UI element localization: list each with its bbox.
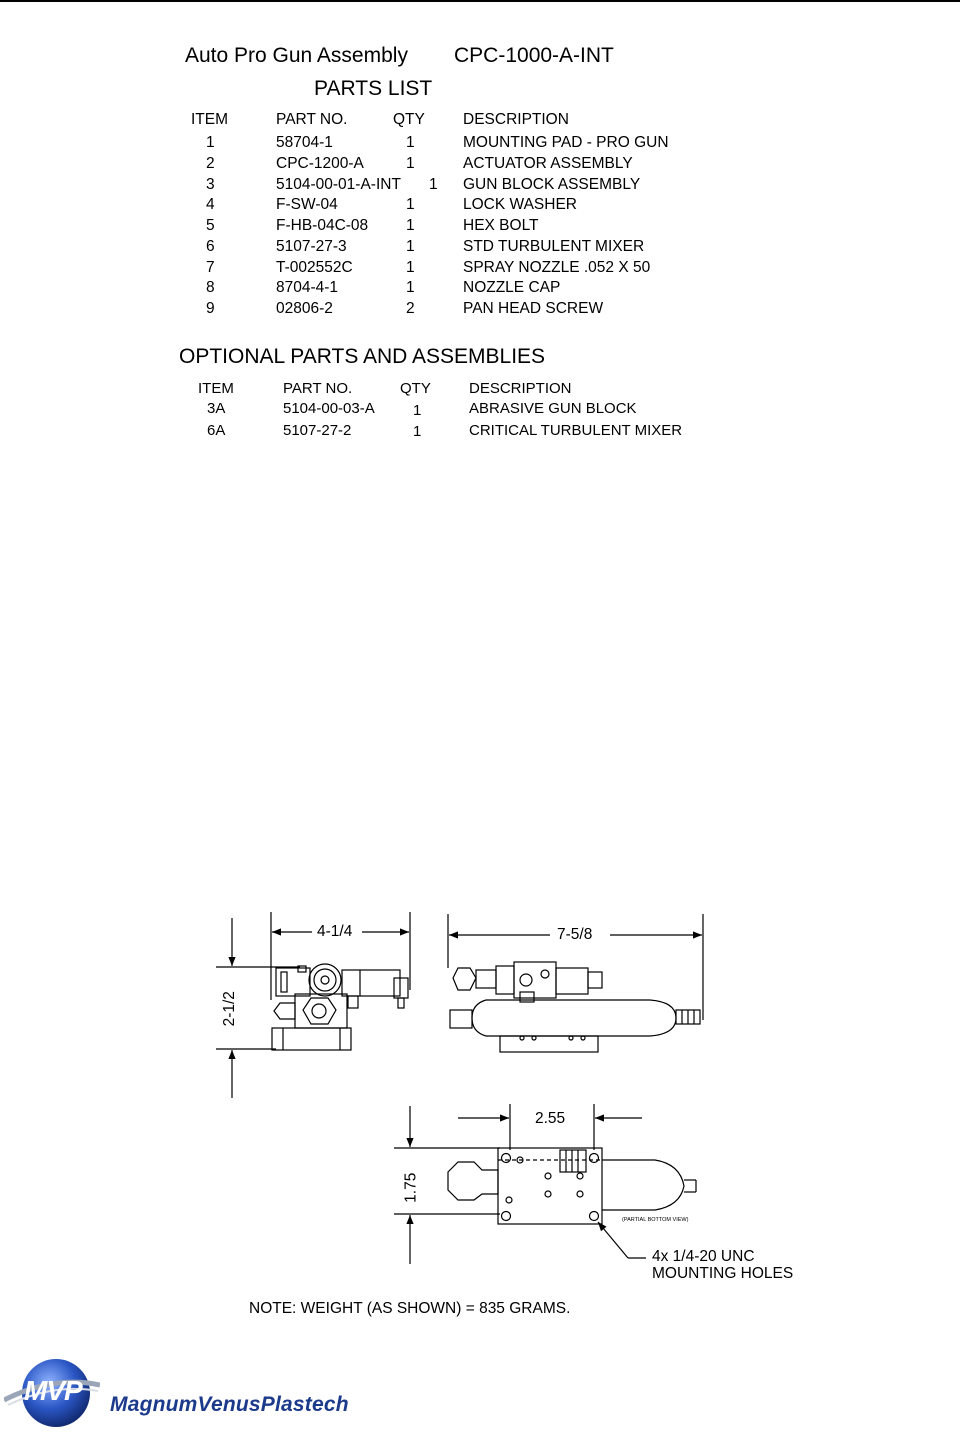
row-description: SPRAY NOZZLE .052 X 50 [463,259,651,276]
optional-title: OPTIONAL PARTS AND ASSEMBLIES [179,345,546,368]
row-part-no: 8704-4-1 [276,279,339,296]
row-description: PAN HEAD SCREW [463,300,604,317]
col-description: DESCRIPTION [463,111,569,128]
dim-label-1-75: 1.75 [402,1172,420,1203]
row-qty: 2 [406,300,415,317]
col-part-no: PART NO. [283,380,353,397]
row-qty: 1 [406,217,415,234]
col-qty: QTY [393,111,425,128]
row-qty: 1 [406,134,415,151]
callout-line-2: MOUNTING HOLES [652,1265,794,1282]
row-item: 4 [206,196,215,213]
row-part-no: 5107-27-3 [276,238,347,255]
assembly-code: CPC-1000-A-INT [454,44,614,67]
dim-label-7-5-8: 7-5/8 [557,926,593,943]
row-item: 8 [206,279,215,296]
row-description: MOUNTING PAD - PRO GUN [463,134,669,151]
row-item: 6 [206,238,215,255]
bottom-view [448,1148,696,1224]
callout-leader [598,1222,646,1258]
side-view [450,962,700,1052]
parts-list-title: PARTS LIST [314,77,433,100]
col-description: DESCRIPTION [469,380,572,397]
col-qty: QTY [400,380,431,397]
assembly-name: Auto Pro Gun Assembly [185,44,408,67]
dim-label-4-1-4: 4-1/4 [317,923,353,940]
row-qty: 1 [406,155,415,172]
row-description: LOCK WASHER [463,196,577,213]
row-part-no: F-HB-04C-08 [276,217,369,234]
mvp-badge-text: MVP [24,1375,82,1406]
partial-bottom-view-label: (PARTIAL BOTTOM VIEW) [622,1217,689,1223]
row-part-no: F-SW-04 [276,196,338,213]
row-item: 3A [207,400,226,417]
row-item: 7 [206,259,215,276]
row-description: GUN BLOCK ASSEMBLY [463,176,641,193]
row-qty: 1 [413,402,422,419]
company-logo [4,1355,384,1431]
row-item: 9 [206,300,215,317]
row-part-no: 5104-00-03-A [283,400,375,417]
row-item: 3 [206,176,215,193]
col-item: ITEM [191,111,229,128]
row-item: 6A [207,422,226,439]
front-view [272,964,408,1050]
weight-note: NOTE: WEIGHT (AS SHOWN) = 835 GRAMS. [249,1300,571,1317]
row-part-no: T-002552C [276,259,353,276]
col-item: ITEM [198,380,234,397]
dim-label-2-55: 2.55 [535,1110,566,1127]
row-description: ABRASIVE GUN BLOCK [469,400,637,417]
row-description: ACTUATOR ASSEMBLY [463,155,633,172]
row-item: 5 [206,217,215,234]
brand-name: MagnumVenusPlastech [110,1393,349,1416]
row-part-no: 5107-27-2 [283,422,352,439]
row-description: STD TURBULENT MIXER [463,238,645,255]
row-description: HEX BOLT [463,217,539,234]
row-qty: 1 [413,423,422,440]
row-qty: 1 [406,238,415,255]
row-description: NOZZLE CAP [463,279,561,296]
callout-line-1: 4x 1/4-20 UNC [652,1248,755,1265]
row-part-no: CPC-1200-A [276,155,364,172]
row-qty: 1 [406,279,415,296]
row-item: 2 [206,155,215,172]
row-qty: 1 [429,176,438,193]
row-part-no: 58704-1 [276,134,333,151]
row-description: CRITICAL TURBULENT MIXER [469,422,683,439]
row-part-no: 02806-2 [276,300,333,317]
row-item: 1 [206,134,215,151]
row-qty: 1 [406,259,415,276]
row-part-no: 5104-00-01-A-INT [276,176,401,193]
row-qty: 1 [406,196,415,213]
dim-label-2-1-2: 2-1/2 [220,991,238,1027]
col-part-no: PART NO. [276,111,348,128]
